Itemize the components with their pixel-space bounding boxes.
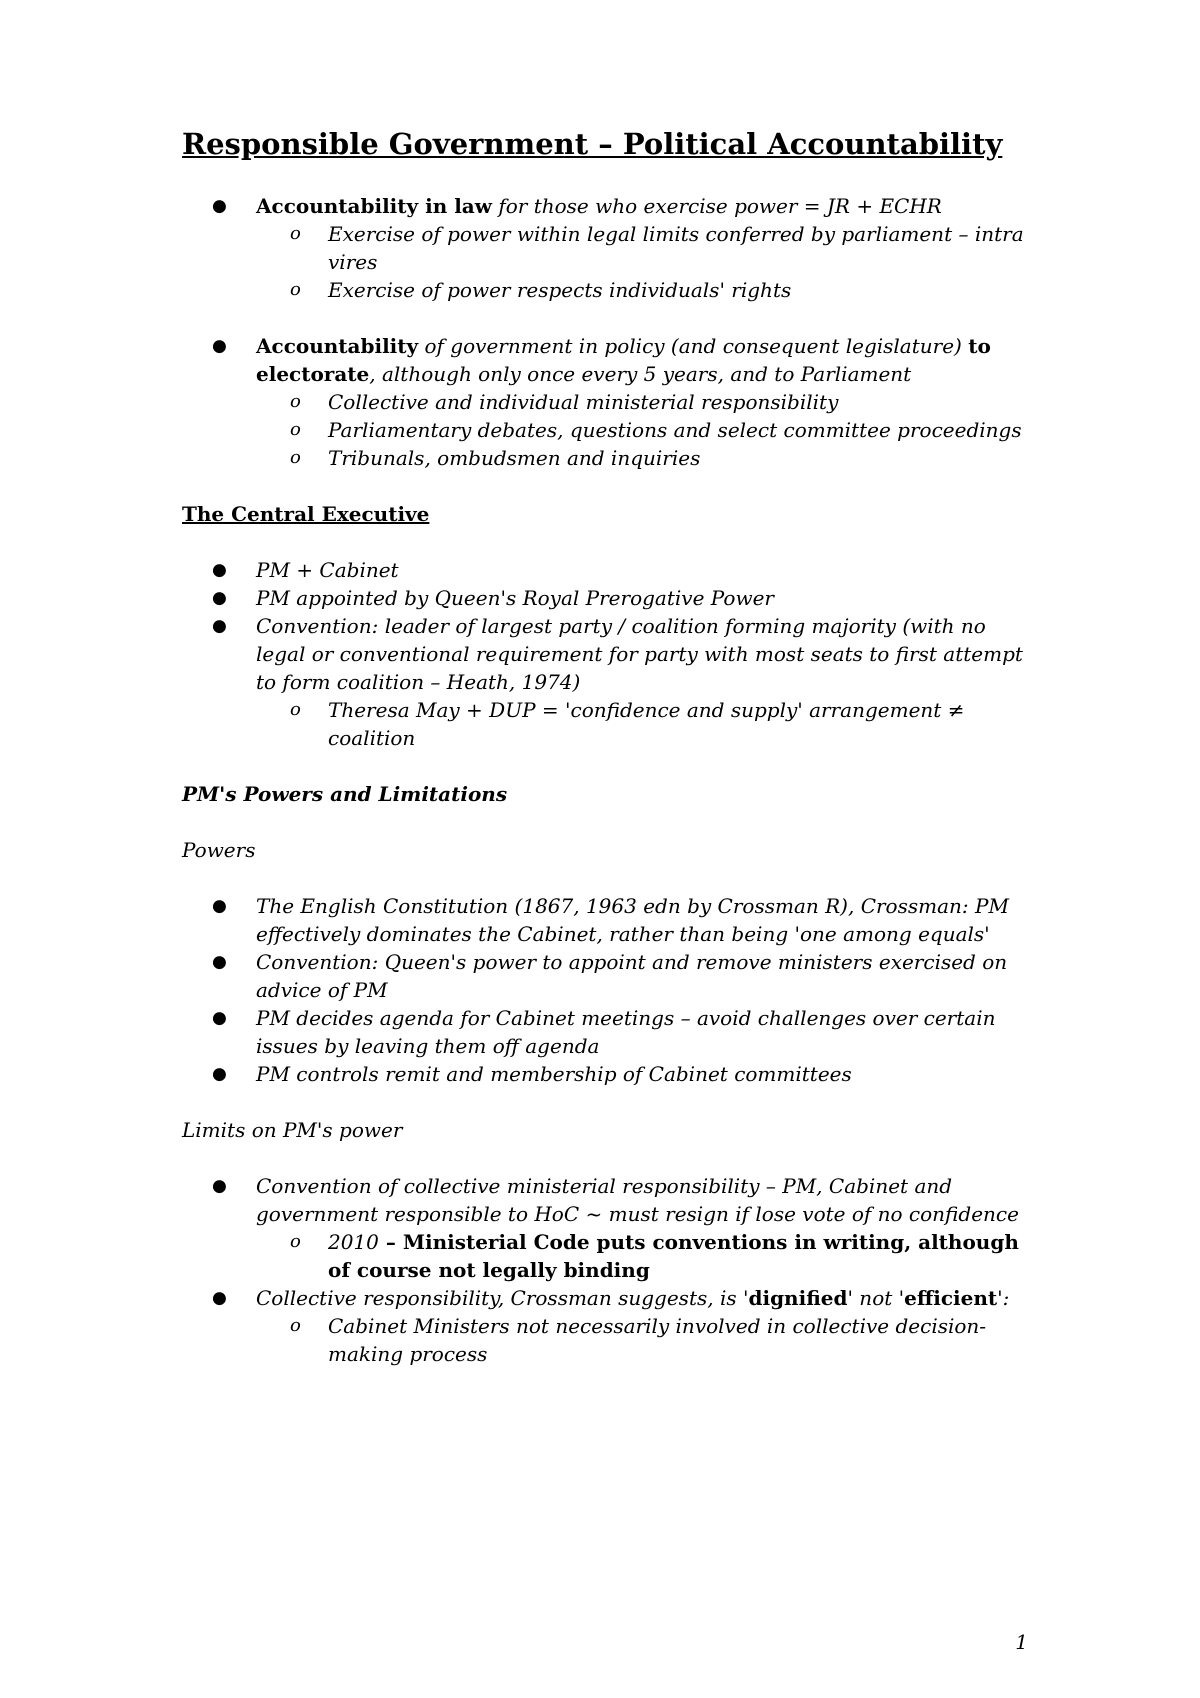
- accountability-list: [182, 192, 1032, 472]
- list-item: ● Collective responsibility, Crossman suggests, is 'dignified' not 'efficient': o Cabinet Ministers not necessarily involved in collective decision-making process: [182, 1284, 1032, 1368]
- circle-bullet-icon: o: [290, 1315, 301, 1336]
- list-item: ● Convention: leader of largest party / coalition forming majority (with no legal or conventional requirement for party with most seats to first attempt to form coalition – Heath, 1974) o Theresa May + DUP = 'confidence and supply' arrangement ≠ coalition: [182, 612, 1032, 752]
- bullet-icon: ●: [212, 952, 227, 972]
- circle-bullet-icon: o: [290, 419, 301, 440]
- sub-list-item: o Collective and individual ministerial responsibility: [290, 390, 839, 414]
- central-executive-list: [182, 556, 1032, 752]
- list-item: ● The English Constitution (1867, 1963 edn by Crossman R), Crossman: PM effectively dominates the Cabinet, rather than being 'one among equals': [212, 894, 1009, 946]
- list-item: ● Accountability of government in policy (and consequent legislature) to electorate, although only once every 5 years, and to Parliament o Collective and individual ministerial responsibility o Parliamentary debates, questions and select committee proceedings o Tribunals, ombudsmen and inquiries: [182, 332, 1032, 472]
- circle-bullet-icon: o: [290, 223, 301, 244]
- list-item: ● PM decides agenda for Cabinet meetings – avoid challenges over certain issues by leaving them off agenda: [212, 1006, 996, 1058]
- circle-bullet-icon: o: [290, 699, 301, 720]
- list-item: ● PM controls remit and membership of Cabinet committees: [212, 1062, 852, 1086]
- sub-list-item: o Parliamentary debates, questions and select committee proceedings: [290, 418, 1022, 442]
- powers-list: [182, 892, 1032, 1088]
- document-page: [182, 126, 1032, 1368]
- sub-heading-limits: Limits on PM's power: [182, 1118, 403, 1142]
- bullet-icon: ●: [212, 336, 227, 356]
- bullet-icon: ●: [212, 1288, 227, 1308]
- sub-heading-powers: Powers: [182, 838, 256, 862]
- document-title: Responsible Government – Political Accountability: [182, 127, 1003, 161]
- sub-list-item: o Exercise of power respects individuals' rights: [290, 278, 792, 302]
- bullet-icon: ●: [212, 560, 227, 580]
- list-item: ● PM appointed by Queen's Royal Prerogative Power: [212, 586, 774, 610]
- bullet-icon: ●: [212, 196, 227, 216]
- section-heading-pm-powers: PM's Powers and Limitations: [182, 782, 508, 806]
- bullet-icon: ●: [212, 896, 227, 916]
- list-item: ● Convention: Queen's power to appoint and remove ministers exercised on advice of PM: [212, 950, 1008, 1002]
- list-item: ● PM + Cabinet: [212, 558, 399, 582]
- circle-bullet-icon: o: [290, 447, 301, 468]
- sub-list-item: o 2010 – Ministerial Code puts conventions in writing, although of course not legally binding: [290, 1230, 1019, 1282]
- sub-list-item: o Exercise of power within legal limits conferred by parliament – intra vires: [290, 222, 1024, 274]
- circle-bullet-icon: o: [290, 1231, 301, 1252]
- page-number: 1: [1015, 1630, 1028, 1654]
- circle-bullet-icon: o: [290, 391, 301, 412]
- sub-list-item: o Cabinet Ministers not necessarily involved in collective decision-making process: [290, 1314, 987, 1366]
- list-item: ● Accountability in law for those who exercise power = JR + ECHR o Exercise of power within legal limits conferred by parliament – intra vires o Exercise of power respects individuals' rights: [182, 192, 1032, 304]
- list-item: ● Convention of collective ministerial responsibility – PM, Cabinet and government responsible to HoC ~ must resign if lose vote of no confidence o 2010 – Ministerial Code puts conventions in writing, although of course not legally binding: [182, 1172, 1032, 1284]
- bullet-icon: ●: [212, 1008, 227, 1028]
- limits-list: [182, 1172, 1032, 1368]
- section-heading-central-executive: The Central Executive: [182, 502, 430, 526]
- sub-list-item: o Theresa May + DUP = 'confidence and supply' arrangement ≠ coalition: [290, 698, 965, 750]
- bullet-icon: ●: [212, 1176, 227, 1196]
- bullet-icon: ●: [212, 588, 227, 608]
- bullet-icon: ●: [212, 1064, 227, 1084]
- sub-list-item: o Tribunals, ombudsmen and inquiries: [290, 446, 701, 470]
- circle-bullet-icon: o: [290, 279, 301, 300]
- bullet-icon: ●: [212, 616, 227, 636]
